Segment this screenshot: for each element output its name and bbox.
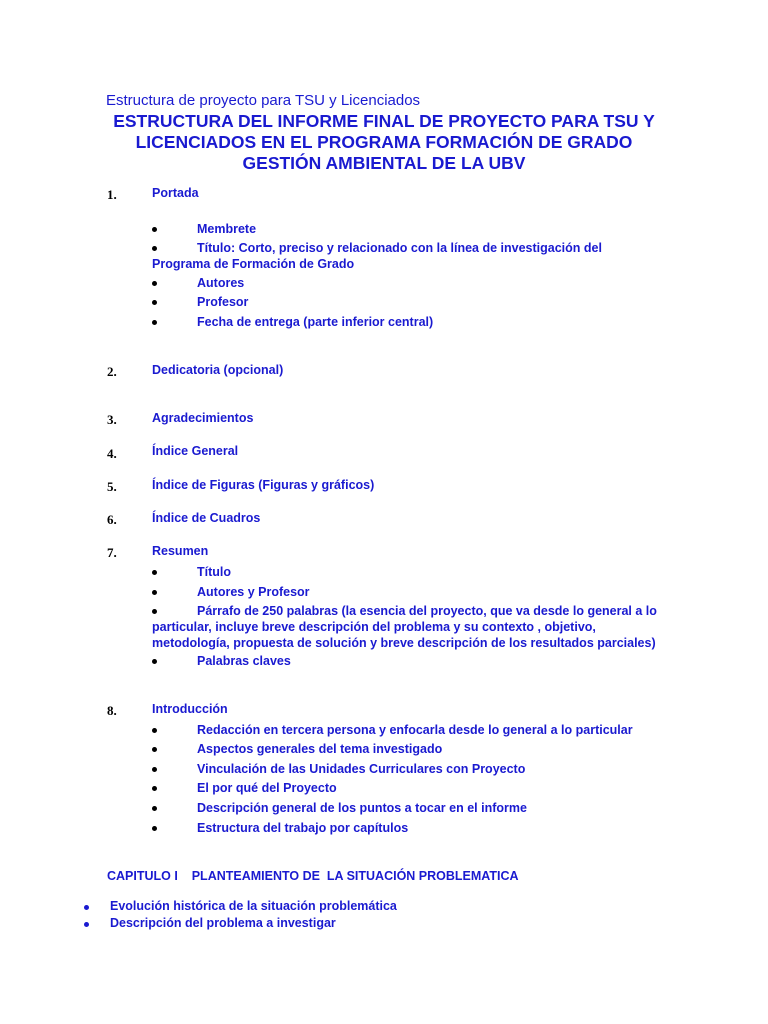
list-item (152, 564, 231, 580)
bullet-icon (152, 609, 157, 614)
bullet-icon (152, 728, 157, 733)
list-item-text: Profesor (197, 295, 249, 309)
section-number: 5. (107, 479, 117, 494)
section-number: 4. (107, 446, 117, 461)
list-item-text: Fecha de entrega (parte inferior central) (197, 315, 434, 329)
section-number: 3. (107, 412, 117, 427)
title-line: GESTIÓN AMBIENTAL DE LA UBV (242, 153, 526, 173)
list-item (152, 314, 433, 330)
list-item (152, 741, 442, 757)
section-heading: Agradecimientos (152, 411, 254, 425)
bullet-icon (84, 905, 89, 910)
list-item-text: El por qué del Proyecto (197, 781, 337, 795)
list-item (84, 899, 397, 913)
bullet-icon (152, 786, 157, 791)
list-item-text: Palabras claves (197, 654, 291, 668)
list-item (152, 275, 244, 291)
document-subtitle: Estructura de proyecto para TSU y Licenciados (106, 92, 421, 109)
section-number: 1. (107, 187, 117, 202)
section-number: 8. (107, 703, 117, 718)
list-item-text: Párrafo de 250 palabras (la esencia del proyecto, que va desde lo general a lo particular, incluye breve descripción del problema y su contexto , objetivo, metodología, propuesta de solución y breve descripción de los resultados parciales) (152, 604, 657, 650)
list-item-text: Redacción en tercera persona y enfocarla desde lo general a lo particular (197, 723, 633, 737)
section-heading: Índice de Figuras (Figuras y gráficos) (152, 478, 375, 492)
list-item (152, 722, 633, 738)
bullet-icon (152, 826, 157, 831)
bullet-icon (84, 922, 89, 927)
section-heading: Índice General (152, 444, 239, 458)
bullet-icon (152, 570, 157, 575)
list-item (152, 780, 337, 796)
bullet-icon (152, 246, 157, 251)
bullet-icon (152, 300, 157, 305)
bullet-icon (152, 281, 157, 286)
title-line: LICENCIADOS EN EL PROGRAMA FORMACIÓN DE GRADO (135, 132, 633, 152)
bullet-icon (152, 320, 157, 325)
bullet-icon (152, 590, 157, 595)
section-heading: Índice de Cuadros (152, 511, 261, 525)
list-item (152, 603, 662, 651)
list-item-text: Autores (197, 276, 245, 290)
bullet-icon (152, 767, 157, 772)
chapter-heading: CAPITULO I PLANTEAMIENTO DE LA SITUACIÓN PROBLEMATICA (107, 869, 519, 883)
list-item-text: Descripción general de los puntos a tocar en el informe (197, 801, 527, 815)
list-item (152, 240, 622, 272)
bullet-icon (152, 747, 157, 752)
list-item-text: Descripción del problema a investigar (110, 916, 336, 930)
document-title (96, 111, 672, 174)
section-heading: Portada (152, 186, 199, 200)
section-number: 2. (107, 364, 117, 379)
list-item (152, 221, 256, 237)
list-item-text: Título: Corto, preciso y relacionado con la línea de investigación del Programa de Formación de Grado (152, 241, 602, 271)
bullet-icon (152, 227, 157, 232)
section-number: 7. (107, 545, 117, 560)
list-item (84, 916, 336, 930)
bullet-icon (152, 806, 157, 811)
list-item-text: Aspectos generales del tema investigado (197, 742, 443, 756)
section-heading: Resumen (152, 544, 209, 558)
list-item-text: Vinculación de las Unidades Curriculares con Proyecto (197, 762, 526, 776)
list-item-text: Estructura del trabajo por capítulos (197, 821, 409, 835)
list-item-text: Evolución histórica de la situación problemática (110, 899, 397, 913)
section-heading: Dedicatoria (opcional) (152, 363, 284, 377)
list-item-text: Autores y Profesor (197, 585, 310, 599)
list-item (152, 294, 248, 310)
list-item (152, 820, 408, 836)
section-number: 6. (107, 512, 117, 527)
list-item (152, 584, 310, 600)
list-item-text: Membrete (197, 222, 257, 236)
section-heading: Introducción (152, 702, 228, 716)
title-line: ESTRUCTURA DEL INFORME FINAL DE PROYECTO PARA TSU Y (113, 111, 655, 131)
list-item-text: Título (197, 565, 232, 579)
list-item (152, 761, 525, 777)
list-item (152, 653, 291, 669)
bullet-icon (152, 659, 157, 664)
list-item (152, 800, 527, 816)
